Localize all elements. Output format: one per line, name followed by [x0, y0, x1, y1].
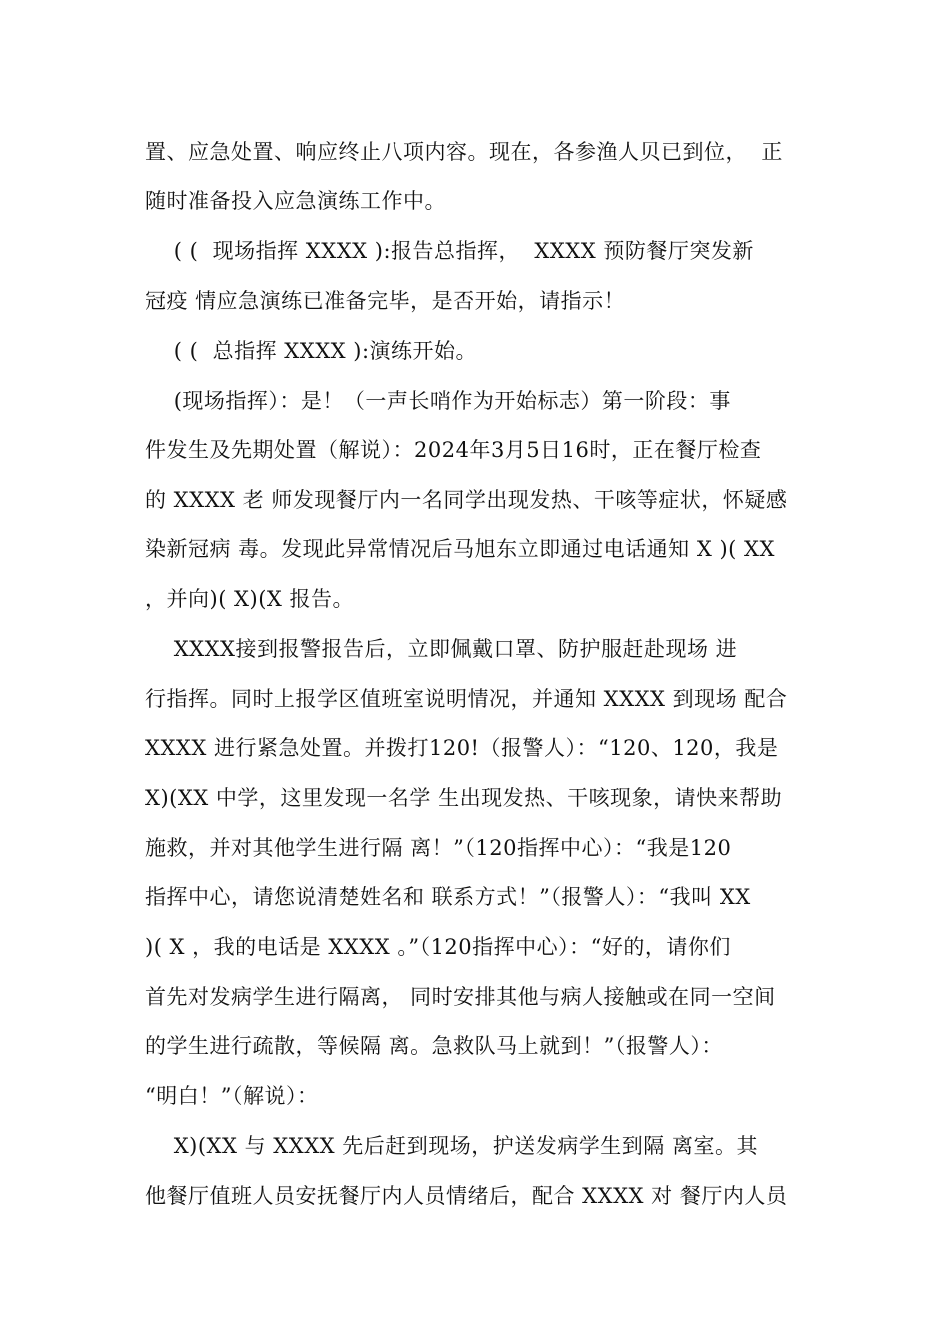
text-line: X)(XX 中学，这里发现一名学 生出现发热、干咳现象，请快来帮助	[145, 786, 783, 810]
text-line: 首先对发病学生进行隔离， 同时安排其他与病人接触或在同一空间	[145, 985, 776, 1009]
text-line: 染新冠病 毒。发现此异常情况后马旭东立即通过电话通知 X )( XX	[145, 537, 775, 561]
text-line: 的学生进行疏散，等候隔 离。急救队马上就到！”（报警人）：	[145, 1034, 723, 1058]
text-line: “明白！”（解说）：	[145, 1084, 319, 1108]
text-line: 件发生及先期处置（解说）：2024年3月5日16时，正在餐厅检查	[145, 438, 762, 462]
text-line: ，并向)( X)(X 报告。	[145, 587, 355, 611]
text-line: 的 XXXX 老 师发现餐厅内一名同学出现发热、干咳等症状，怀疑感	[145, 488, 788, 512]
text-line: ( ( 现场指挥 XXXX ):报告总指挥， XXXX 预防餐厅突发新	[145, 239, 754, 263]
text-line: XXXX 进行紧急处置。并拨打120!（报警人）：“120、120，我是	[145, 736, 779, 760]
text-line: 施救，并对其他学生进行隔 离！”（120指挥中心）：“我是120	[145, 836, 732, 860]
text-line: 指挥中心，请您说清楚姓名和 联系方式！”（报警人）：“我叫 XX	[145, 885, 751, 909]
text-line: 置、应急处置、响应终止八项内容。现在，各参渔人贝已到位， 正	[145, 140, 783, 164]
text-line: ( ( 总指挥 XXXX ):演练开始。	[145, 339, 478, 363]
text-line: )( X ，我的电话是 XXXX 。”（120指挥中心）：“好的，请你们	[145, 935, 731, 959]
text-line: 行指挥。同时上报学区值班室说明情况，并通知 XXXX 到现场 配合	[145, 687, 788, 711]
text-line: 冠疫 情应急演练已准备完毕，是否开始，请指示！	[145, 289, 626, 313]
text-line: X)(XX 与 XXXX 先后赶到现场，护送发病学生到隔 离室。其	[145, 1134, 758, 1158]
text-line: 他餐厅值班人员安抚餐厅内人员情绪后，配合 XXXX 对 餐厅内人员	[145, 1184, 788, 1208]
text-line: 随时准备投入应急演练工作中。	[145, 189, 446, 213]
text-line: XXXX接到报警报告后，立即佩戴口罩、防护服赶赴现场 进	[145, 637, 738, 661]
text-line: (现场指挥）：是！（一声长哨作为开始标志）第一阶段：事	[145, 389, 731, 413]
